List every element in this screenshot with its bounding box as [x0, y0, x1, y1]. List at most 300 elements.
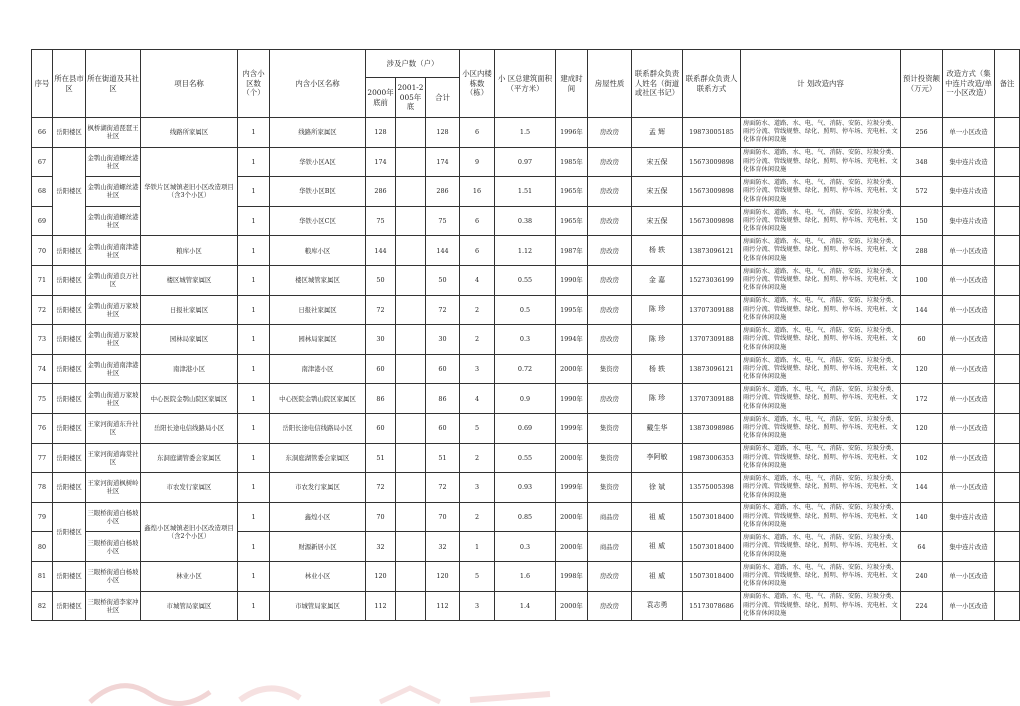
cell-sub-count: 1 [238, 147, 270, 177]
cell-plan: 房面防水、道路、水、电、气、消防、安防、垃圾分类、雨污分流、管线规整、绿化、照明、停车场、充电桩、文化体育休闲设施 [741, 473, 901, 503]
cell-street: 金鹗山街道万家坡社区 [86, 295, 141, 325]
cell-area: 0.85 [495, 502, 556, 532]
cell-hh-2001-2005 [396, 177, 426, 207]
cell-remark [995, 325, 1020, 355]
cell-seq: 69 [32, 206, 53, 236]
cell-hh-2001-2005 [396, 206, 426, 236]
cell-hh-total: 50 [426, 265, 460, 295]
cell-nature: 集资房 [588, 354, 632, 384]
table-row [32, 354, 1020, 384]
cell-mode: 单一小区改造 [943, 413, 995, 443]
cell-remark [995, 532, 1020, 562]
cell-investment: 144 [901, 295, 943, 325]
cell-buildings: 6 [460, 206, 495, 236]
cell-nature: 房改房 [588, 118, 632, 148]
cell-hh-2001-2005 [396, 147, 426, 177]
cell-plan: 房面防水、道路、水、电、气、消防、安防、垃圾分类、雨污分流、管线规整、绿化、照明、停车场、充电桩、文化体育休闲设施 [741, 325, 901, 355]
cell-hh-before2000: 174 [366, 147, 396, 177]
cell-hh-2001-2005 [396, 236, 426, 266]
cell-contact-phone: 13707309188 [683, 325, 741, 355]
cell-seq: 77 [32, 443, 53, 473]
cell-area: 0.93 [495, 473, 556, 503]
cell-buildings: 3 [460, 354, 495, 384]
cell-project: 华铁片区城镇老旧小区改造项目（含3个小区） [141, 147, 238, 236]
cell-project: 楼区城管家属区 [141, 265, 238, 295]
cell-nature: 商品房 [588, 502, 632, 532]
cell-seq: 66 [32, 118, 53, 148]
cell-remark [995, 265, 1020, 295]
cell-investment: 102 [901, 443, 943, 473]
cell-remark [995, 443, 1020, 473]
cell-seq: 79 [32, 502, 53, 532]
cell-area: 1.12 [495, 236, 556, 266]
cell-plan: 房面防水、道路、水、电、气、消防、安防、垃圾分类、雨污分流、管线规整、绿化、照明、停车场、充电桩、文化体育休闲设施 [741, 532, 901, 562]
cell-sub-count: 1 [238, 532, 270, 562]
cell-hh-2001-2005 [396, 118, 426, 148]
cell-sub-name: 华铁小区C区 [270, 206, 366, 236]
header-sub-names: 内含小区名称 [270, 50, 366, 118]
cell-hh-total: 174 [426, 147, 460, 177]
table-row [32, 118, 1020, 148]
faded-stamp [80, 664, 600, 706]
cell-contact-name: 杨 轶 [632, 236, 683, 266]
cell-contact-name: 宋五保 [632, 206, 683, 236]
cell-plan: 房面防水、道路、水、电、气、消防、安防、垃圾分类、雨污分流、管线规整、绿化、照明、停车场、充电桩、文化体育休闲设施 [741, 561, 901, 591]
cell-remark [995, 118, 1020, 148]
cell-investment: 288 [901, 236, 943, 266]
cell-mode: 单一小区改造 [943, 443, 995, 473]
cell-contact-name: 陈 珍 [632, 295, 683, 325]
cell-county: 岳阳楼区 [53, 236, 86, 266]
table-row [32, 502, 1020, 532]
cell-sub-name: 中心医院金鹗山院区家属区 [270, 384, 366, 414]
cell-area: 0.55 [495, 265, 556, 295]
cell-hh-total: 70 [426, 502, 460, 532]
cell-remark [995, 384, 1020, 414]
cell-sub-name: 鑫煌小区 [270, 502, 366, 532]
cell-hh-before2000: 72 [366, 473, 396, 503]
cell-contact-phone: 13707309188 [683, 384, 741, 414]
cell-buildings: 2 [460, 443, 495, 473]
cell-contact-phone: 15073018400 [683, 561, 741, 591]
cell-county: 岳阳楼区 [53, 502, 86, 561]
table-row [32, 591, 1020, 621]
cell-buildings: 3 [460, 473, 495, 503]
cell-contact-name: 戴生华 [632, 413, 683, 443]
cell-remark [995, 177, 1020, 207]
cell-plan: 房面防水、道路、水、电、气、消防、安防、垃圾分类、雨污分流、管线规整、绿化、照明、停车场、充电桩、文化体育休闲设施 [741, 295, 901, 325]
cell-mode: 单一小区改造 [943, 473, 995, 503]
cell-hh-2001-2005 [396, 295, 426, 325]
cell-remark [995, 502, 1020, 532]
cell-built: 1965年 [556, 177, 588, 207]
cell-project: 市城管局家属区 [141, 591, 238, 621]
table-row [32, 443, 1020, 473]
cell-hh-before2000: 112 [366, 591, 396, 621]
cell-plan: 房面防水、道路、水、电、气、消防、安防、垃圾分类、雨污分流、管线规整、绿化、照明、停车场、充电桩、文化体育休闲设施 [741, 354, 901, 384]
cell-buildings: 4 [460, 384, 495, 414]
cell-buildings: 1 [460, 532, 495, 562]
cell-contact-phone: 15173078686 [683, 591, 741, 621]
cell-buildings: 16 [460, 177, 495, 207]
cell-hh-total: 86 [426, 384, 460, 414]
cell-buildings: 3 [460, 591, 495, 621]
cell-street: 三眼桥街道李家冲社区 [86, 591, 141, 621]
cell-plan: 房面防水、道路、水、电、气、消防、安防、垃圾分类、雨污分流、管线规整、绿化、照明、停车场、充电桩、文化体育休闲设施 [741, 413, 901, 443]
cell-hh-total: 144 [426, 236, 460, 266]
cell-street: 枫桥湖街道琵琶王社区 [86, 118, 141, 148]
cell-sub-count: 1 [238, 413, 270, 443]
cell-hh-total: 60 [426, 354, 460, 384]
cell-nature: 房改房 [588, 591, 632, 621]
table-row [32, 265, 1020, 295]
cell-sub-count: 1 [238, 177, 270, 207]
cell-contact-name: 金 嘉 [632, 265, 683, 295]
cell-county: 岳阳楼区 [53, 591, 86, 621]
cell-mode: 集中连片改造 [943, 147, 995, 177]
cell-project: 鑫煌小区城镇老旧小区改造项目（含2个小区） [141, 502, 238, 561]
cell-mode: 集中连片改造 [943, 177, 995, 207]
cell-hh-2001-2005 [396, 591, 426, 621]
cell-buildings: 5 [460, 561, 495, 591]
cell-built: 1990年 [556, 265, 588, 295]
cell-buildings: 2 [460, 325, 495, 355]
cell-contact-name: 陈 珍 [632, 384, 683, 414]
cell-remark [995, 561, 1020, 591]
cell-hh-before2000: 30 [366, 325, 396, 355]
cell-sub-count: 1 [238, 443, 270, 473]
cell-county: 岳阳楼区 [53, 384, 86, 414]
cell-buildings: 9 [460, 147, 495, 177]
cell-mode: 单一小区改造 [943, 384, 995, 414]
cell-hh-total: 30 [426, 325, 460, 355]
cell-mode: 集中连片改造 [943, 206, 995, 236]
cell-sub-count: 1 [238, 236, 270, 266]
cell-street: 王家河街道枫树岭社区 [86, 473, 141, 503]
cell-nature: 房改房 [588, 206, 632, 236]
cell-contact-name: 宋五保 [632, 147, 683, 177]
header-households: 涉及户数（户） [366, 50, 460, 78]
cell-county: 岳阳楼区 [53, 443, 86, 473]
cell-nature: 房改房 [588, 236, 632, 266]
cell-mode: 集中连片改造 [943, 502, 995, 532]
cell-remark [995, 147, 1020, 177]
cell-seq: 74 [32, 354, 53, 384]
cell-sub-count: 1 [238, 561, 270, 591]
cell-contact-phone: 19873006353 [683, 443, 741, 473]
cell-nature: 集资房 [588, 473, 632, 503]
cell-nature: 房改房 [588, 295, 632, 325]
cell-county: 岳阳楼区 [53, 265, 86, 295]
header-remark: 备注 [995, 50, 1020, 118]
cell-seq: 68 [32, 177, 53, 207]
cell-contact-phone: 13873096121 [683, 236, 741, 266]
cell-hh-2001-2005 [396, 561, 426, 591]
cell-built: 1999年 [556, 473, 588, 503]
table-row [32, 384, 1020, 414]
header-investment: 预计投资额（万元） [901, 50, 943, 118]
cell-remark [995, 413, 1020, 443]
cell-sub-name: 市农发行家属区 [270, 473, 366, 503]
table-row [32, 295, 1020, 325]
header-nature: 房屋性质 [588, 50, 632, 118]
cell-built: 1995年 [556, 295, 588, 325]
cell-hh-2001-2005 [396, 413, 426, 443]
cell-contact-name: 祖 威 [632, 502, 683, 532]
cell-investment: 100 [901, 265, 943, 295]
cell-hh-2001-2005 [396, 384, 426, 414]
cell-sub-count: 1 [238, 502, 270, 532]
cell-plan: 房面防水、道路、水、电、气、消防、安防、垃圾分类、雨污分流、管线规整、绿化、照明、停车场、充电桩、文化体育休闲设施 [741, 591, 901, 621]
renovation-table [31, 49, 1020, 621]
cell-hh-2001-2005 [396, 443, 426, 473]
cell-hh-2001-2005 [396, 354, 426, 384]
cell-built: 1996年 [556, 118, 588, 148]
cell-sub-name: 粮库小区 [270, 236, 366, 266]
cell-hh-total: 128 [426, 118, 460, 148]
cell-seq: 82 [32, 591, 53, 621]
cell-buildings: 5 [460, 413, 495, 443]
table-row [32, 561, 1020, 591]
cell-nature: 集资房 [588, 443, 632, 473]
cell-sub-name: 东洞庭湖管委会家属区 [270, 443, 366, 473]
header-mode: 改造方式（集中连片改造/单一小区改造） [943, 50, 995, 118]
cell-street: 金鹗山街道螺丝港社区 [86, 206, 141, 236]
cell-plan: 房面防水、道路、水、电、气、消防、安防、垃圾分类、雨污分流、管线规整、绿化、照明、停车场、充电桩、文化体育休闲设施 [741, 443, 901, 473]
cell-hh-before2000: 128 [366, 118, 396, 148]
cell-sub-name: 线路所家属区 [270, 118, 366, 148]
cell-hh-before2000: 144 [366, 236, 396, 266]
cell-street: 王家河街道东升社区 [86, 413, 141, 443]
cell-remark [995, 473, 1020, 503]
cell-sub-name: 岳阳长途电信线路局小区 [270, 413, 366, 443]
cell-hh-2001-2005 [396, 325, 426, 355]
cell-built: 1994年 [556, 325, 588, 355]
header-seq: 序号 [32, 50, 53, 118]
cell-seq: 71 [32, 265, 53, 295]
cell-contact-phone: 13873096121 [683, 354, 741, 384]
cell-remark [995, 591, 1020, 621]
cell-project: 中心医院金鹗山院区家属区 [141, 384, 238, 414]
cell-area: 1.5 [495, 118, 556, 148]
cell-contact-name: 祖 威 [632, 561, 683, 591]
cell-sub-count: 1 [238, 325, 270, 355]
cell-street: 三眼桥街道白杨坡小区 [86, 502, 141, 532]
cell-remark [995, 295, 1020, 325]
cell-nature: 房改房 [588, 177, 632, 207]
cell-street: 金鹗山街道螺丝港社区 [86, 177, 141, 207]
cell-plan: 房面防水、道路、水、电、气、消防、安防、垃圾分类、雨污分流、管线规整、绿化、照明、停车场、充电桩、文化体育休闲设施 [741, 147, 901, 177]
header-hh-total: 合计 [426, 78, 460, 118]
cell-hh-2001-2005 [396, 532, 426, 562]
cell-seq: 70 [32, 236, 53, 266]
cell-sub-count: 1 [238, 118, 270, 148]
cell-area: 0.55 [495, 443, 556, 473]
cell-hh-total: 72 [426, 473, 460, 503]
cell-sub-name: 华铁小区A区 [270, 147, 366, 177]
header-built: 建成时间 [556, 50, 588, 118]
cell-investment: 172 [901, 384, 943, 414]
cell-hh-total: 75 [426, 206, 460, 236]
cell-contact-phone: 13575005398 [683, 473, 741, 503]
cell-buildings: 2 [460, 502, 495, 532]
header-sub-count: 内含小区数（个） [238, 50, 270, 118]
table-row [32, 473, 1020, 503]
cell-county: 岳阳楼区 [53, 147, 86, 236]
cell-street: 王家河街道海棠社区 [86, 443, 141, 473]
cell-remark [995, 206, 1020, 236]
cell-sub-name: 楼区城管家属区 [270, 265, 366, 295]
cell-county: 岳阳楼区 [53, 561, 86, 591]
cell-mode: 单一小区改造 [943, 236, 995, 266]
cell-hh-before2000: 86 [366, 384, 396, 414]
cell-county: 岳阳楼区 [53, 295, 86, 325]
cell-area: 0.72 [495, 354, 556, 384]
cell-sub-count: 1 [238, 384, 270, 414]
cell-investment: 224 [901, 591, 943, 621]
cell-contact-name: 宋五保 [632, 177, 683, 207]
cell-hh-before2000: 60 [366, 354, 396, 384]
table-row [32, 147, 1020, 177]
cell-hh-before2000: 72 [366, 295, 396, 325]
cell-built: 1990年 [556, 384, 588, 414]
cell-seq: 72 [32, 295, 53, 325]
cell-hh-before2000: 286 [366, 177, 396, 207]
cell-hh-before2000: 50 [366, 265, 396, 295]
cell-area: 0.97 [495, 147, 556, 177]
cell-sub-count: 1 [238, 206, 270, 236]
cell-sub-name: 华铁小区B区 [270, 177, 366, 207]
cell-plan: 房面防水、道路、水、电、气、消防、安防、垃圾分类、雨污分流、管线规整、绿化、照明、停车场、充电桩、文化体育休闲设施 [741, 118, 901, 148]
cell-mode: 单一小区改造 [943, 561, 995, 591]
cell-investment: 572 [901, 177, 943, 207]
cell-hh-before2000: 120 [366, 561, 396, 591]
cell-seq: 78 [32, 473, 53, 503]
cell-project: 岳阳长途电信线路局小区 [141, 413, 238, 443]
cell-seq: 73 [32, 325, 53, 355]
cell-built: 1998年 [556, 561, 588, 591]
cell-plan: 房面防水、道路、水、电、气、消防、安防、垃圾分类、雨污分流、管线规整、绿化、照明、停车场、充电桩、文化体育休闲设施 [741, 384, 901, 414]
cell-county: 岳阳楼区 [53, 413, 86, 443]
cell-area: 0.5 [495, 295, 556, 325]
cell-mode: 单一小区改造 [943, 295, 995, 325]
cell-buildings: 6 [460, 118, 495, 148]
cell-contact-phone: 13707309188 [683, 295, 741, 325]
cell-seq: 80 [32, 532, 53, 562]
cell-mode: 单一小区改造 [943, 265, 995, 295]
table-body [32, 118, 1020, 621]
cell-sub-name: 市城管局家属区 [270, 591, 366, 621]
cell-investment: 120 [901, 413, 943, 443]
cell-contact-name: 袁志勇 [632, 591, 683, 621]
header-buildings: 小区内楼栋数（栋） [460, 50, 495, 118]
cell-hh-total: 32 [426, 532, 460, 562]
cell-project: 园林局家属区 [141, 325, 238, 355]
cell-contact-name: 孟 辉 [632, 118, 683, 148]
cell-investment: 144 [901, 473, 943, 503]
cell-buildings: 4 [460, 265, 495, 295]
cell-area: 1.6 [495, 561, 556, 591]
cell-seq: 67 [32, 147, 53, 177]
cell-contact-phone: 15273036199 [683, 265, 741, 295]
cell-investment: 140 [901, 502, 943, 532]
cell-hh-2001-2005 [396, 502, 426, 532]
cell-area: 1.51 [495, 177, 556, 207]
cell-hh-total: 51 [426, 443, 460, 473]
cell-built: 2000年 [556, 502, 588, 532]
cell-buildings: 6 [460, 236, 495, 266]
cell-sub-name: 园林局家属区 [270, 325, 366, 355]
cell-plan: 房面防水、道路、水、电、气、消防、安防、垃圾分类、雨污分流、管线规整、绿化、照明、停车场、充电桩、文化体育休闲设施 [741, 236, 901, 266]
cell-contact-name: 祖 威 [632, 532, 683, 562]
header-hh-before2000: 2000年底前 [366, 78, 396, 118]
cell-contact-phone: 13873098986 [683, 413, 741, 443]
cell-built: 1987年 [556, 236, 588, 266]
cell-built: 1985年 [556, 147, 588, 177]
cell-hh-before2000: 51 [366, 443, 396, 473]
cell-investment: 120 [901, 354, 943, 384]
cell-investment: 348 [901, 147, 943, 177]
table-row [32, 325, 1020, 355]
cell-mode: 单一小区改造 [943, 354, 995, 384]
cell-sub-name: 财源新居小区 [270, 532, 366, 562]
header-project: 项目名称 [141, 50, 238, 118]
cell-area: 0.3 [495, 325, 556, 355]
cell-hh-before2000: 60 [366, 413, 396, 443]
header-contact-phone: 联系群众负责人联系方式 [683, 50, 741, 118]
cell-seq: 76 [32, 413, 53, 443]
cell-mode: 集中连片改造 [943, 532, 995, 562]
header-county: 所在县市区 [53, 50, 86, 118]
cell-contact-phone: 15073018400 [683, 502, 741, 532]
cell-street: 三眼桥街道白杨坡小区 [86, 532, 141, 562]
cell-sub-count: 1 [238, 295, 270, 325]
cell-contact-name: 陈 珍 [632, 325, 683, 355]
cell-hh-total: 286 [426, 177, 460, 207]
cell-plan: 房面防水、道路、水、电、气、消防、安防、垃圾分类、雨污分流、管线规整、绿化、照明、停车场、充电桩、文化体育休闲设施 [741, 265, 901, 295]
cell-sub-count: 1 [238, 591, 270, 621]
cell-nature: 房改房 [588, 325, 632, 355]
cell-street: 金鹗山街道良万社区 [86, 265, 141, 295]
cell-contact-phone: 15673009898 [683, 206, 741, 236]
cell-investment: 256 [901, 118, 943, 148]
cell-hh-2001-2005 [396, 265, 426, 295]
cell-nature: 房改房 [588, 561, 632, 591]
cell-buildings: 2 [460, 295, 495, 325]
cell-project: 南津港小区 [141, 354, 238, 384]
table-row [32, 236, 1020, 266]
cell-investment: 64 [901, 532, 943, 562]
cell-street: 三眼桥街道白杨坡小区 [86, 561, 141, 591]
cell-contact-name: 徐 斌 [632, 473, 683, 503]
cell-hh-total: 72 [426, 295, 460, 325]
cell-nature: 集资房 [588, 413, 632, 443]
cell-project: 线路所家属区 [141, 118, 238, 148]
cell-seq: 75 [32, 384, 53, 414]
cell-street: 金鹗山街道万家坡社区 [86, 384, 141, 414]
cell-built: 2000年 [556, 443, 588, 473]
cell-hh-total: 112 [426, 591, 460, 621]
cell-nature: 房改房 [588, 265, 632, 295]
cell-mode: 单一小区改造 [943, 591, 995, 621]
cell-area: 0.9 [495, 384, 556, 414]
cell-nature: 房改房 [588, 384, 632, 414]
header-hh-2001-2005: 2001-2005年底 [396, 78, 426, 118]
cell-contact-phone: 15673009898 [683, 147, 741, 177]
header-street: 所在街道及其社区 [86, 50, 141, 118]
header-contact-name: 联系群众负责人姓名（街道或社区书记） [632, 50, 683, 118]
cell-sub-count: 1 [238, 354, 270, 384]
